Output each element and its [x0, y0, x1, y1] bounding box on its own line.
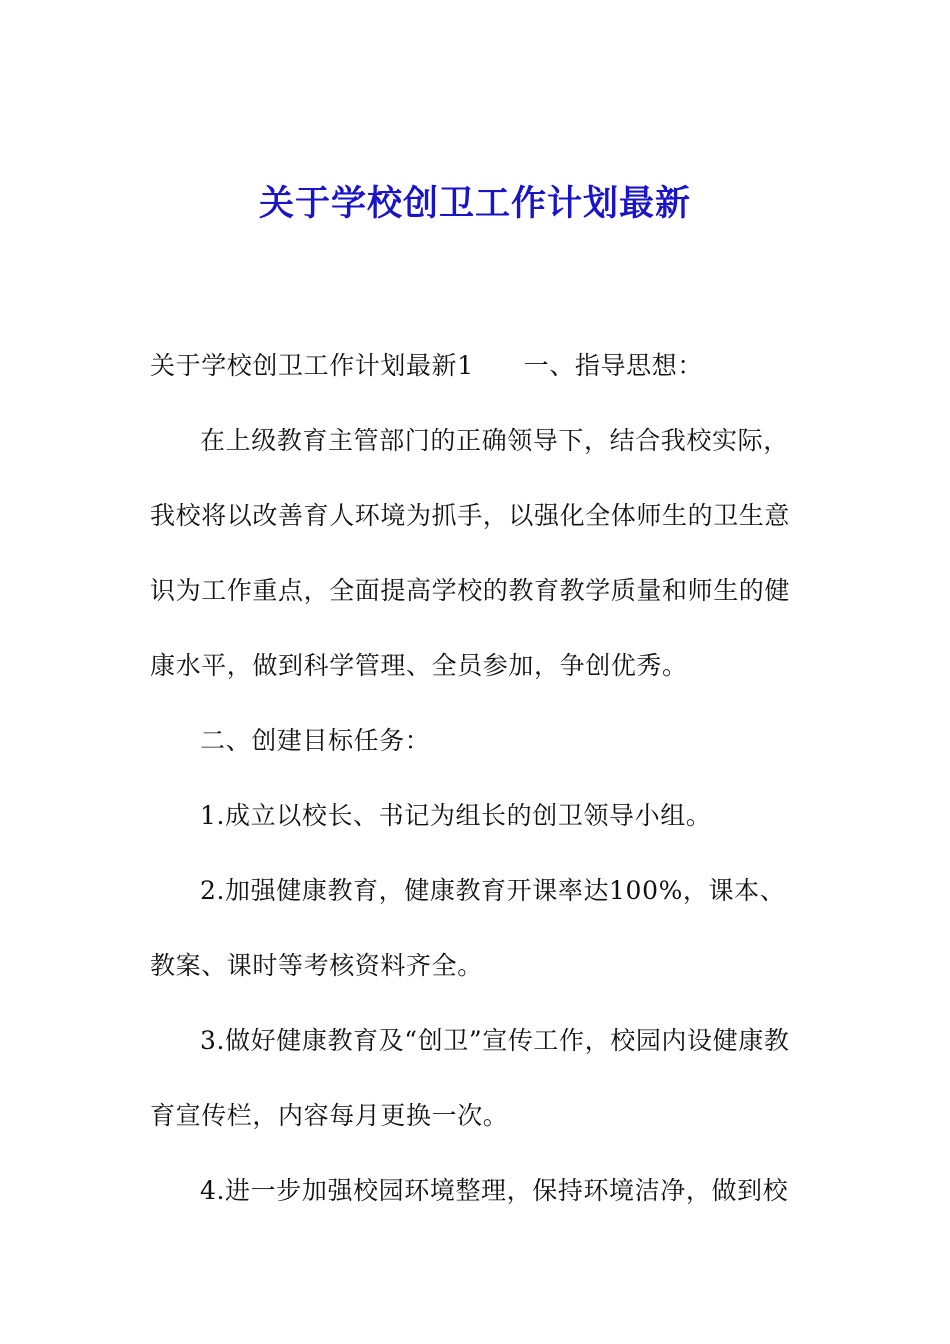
list-item-1: 1.成立以校长、书记为组长的创卫领导小组。: [200, 801, 712, 830]
section-heading-goals: 二、创建目标任务：: [200, 726, 431, 755]
section-heading-guiding-ideas: 一、指导思想：: [523, 351, 703, 380]
subtitle: 关于学校创卫工作计划最新1: [150, 351, 474, 380]
heading-line: [150, 328, 800, 403]
list-item-4: 4.进一步加强校园环境整理，保持环境洁净，做到校: [200, 1176, 789, 1205]
list-item-2: 2.加强健康教育，健康教育开课率达100%，课本、教案、课时等考核资料齐全。: [150, 876, 786, 980]
document-body: [150, 328, 800, 1228]
paragraph-guiding-ideas: 在上级教育主管部门的正确领导下，结合我校实际，我校将以改善育人环境为抓手，以强化全体师生的卫生意识为工作重点，全面提高学校的教育教学质量和师生的健康水平，做到科学管理、全员参加，争创优秀。: [150, 426, 791, 680]
document-title: 关于学校创卫工作计划最新: [258, 183, 691, 224]
list-item-3: 3.做好健康教育及“创卫”宣传工作，校园内设健康教育宣传栏，内容每月更换一次。: [150, 1026, 790, 1130]
